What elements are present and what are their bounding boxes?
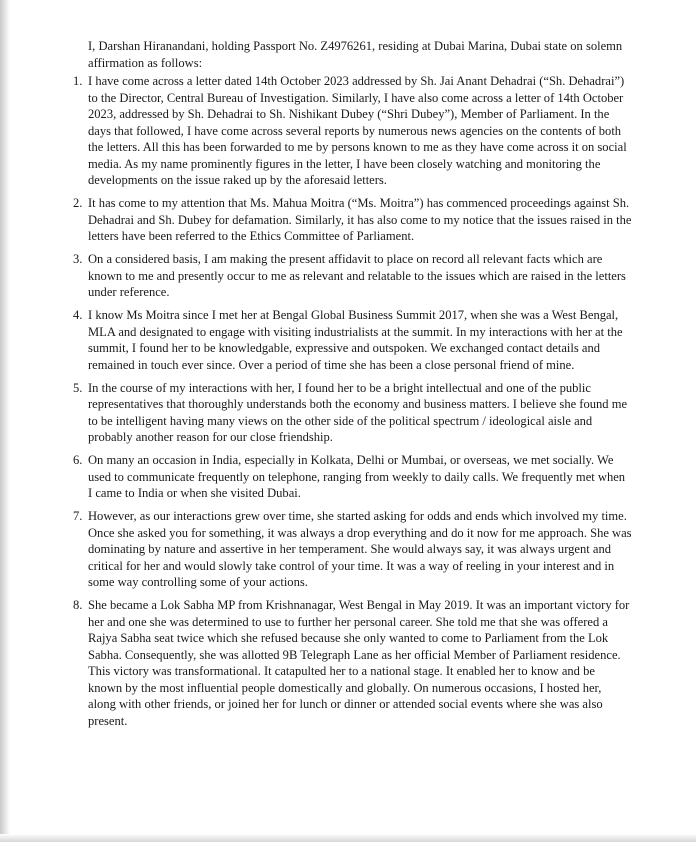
paragraph-4 <box>73 307 632 373</box>
paragraph-5 <box>73 380 632 446</box>
paragraph-text: On a considered basis, I am making the present affidavit to place on record all relevant facts which are known to me and presently occur to me as relevant and relatable to the issues which are raised in the letters under reference. <box>88 252 626 299</box>
intro-statement: I, Darshan Hiranandani, holding Passport No. Z4976261, residing at Dubai Marina, Dubai state on solemn affirmation as follows: <box>88 39 623 70</box>
paragraph-2 <box>73 195 632 245</box>
paragraph-text: I have come across a letter dated 14th October 2023 addressed by Sh. Jai Anant Dehadrai (“Sh. Dehadrai”) to the Director, Central Bureau of Investigation. Similarly, I have also come across a letter of 14th October 2023, addressed by Sh. Dehadrai to Sh. Nishikant Dubey (“Shri Dubey”), Member of Parliament. In the days that followed, I have come across several reports by numerous news agencies on the contents of both the letters. All this has been forwarded to me by persons known to me as they have come across it on social media. As my name prominently figures in the letter, I have been closely watching and monitoring the developments on the issue raked up by the aforesaid letters. <box>88 74 627 187</box>
scan-shadow-left <box>0 0 10 842</box>
paragraph-8 <box>73 597 632 729</box>
paragraph-number: 7. <box>73 509 83 523</box>
paragraph-text: I know Ms Moitra since I met her at Bengal Global Business Summit 2017, when she was a West Bengal, MLA and designated to engage with visiting industrialists at the summit. In my interactions with her at the summit, I found her to be knowledgable, expressive and outspoken. We exchanged contact details and remained in touch ever since. Over a period of time she has been a close personal friend of mine. <box>88 308 623 372</box>
paragraph-text: It has come to my attention that Ms. Mahua Moitra (“Ms. Moitra”) has commenced proceedings against Sh. Dehadrai and Sh. Dubey for defamation. Similarly, it has also come to my notice that the issues raised in the letters have been referred to the Ethics Committee of Parliament. <box>88 196 632 243</box>
affidavit-paragraphs <box>73 73 632 729</box>
paragraph-text: In the course of my interactions with her, I found her to be a bright intellectual and one of the public representatives that thoroughly understands both the economy and business matters. I believe she found me to be intelligent having many views on the other side of the political spectrum / ideological aisle and probably another reason for our close friendship. <box>88 380 628 444</box>
paragraph-text: She became a Lok Sabha MP from Krishnanagar, West Bengal in May 2019. It was an important victory for her and one she was determined to use to further her personal career. She told me that she was offered a Rajya Sabha seat twice which she refused because she only wanted to come to Parliament from the Lok Sabha. Consequently, she was allotted 9B Telegraph Lane as her official Member of Parliament residence. This victory was transformational. It catapulted her to a national stage. It enabled her to know and be known by the most influential people domestically and globally. On numerous occasions, I hosted her, along with other friends, or joined her for lunch or dinner or attended social events where she was also present. <box>88 598 630 728</box>
paragraph-text: However, as our interactions grew over time, she started asking for odds and ends which involved my time. Once she asked you for something, it was always a drop everything and do it now for me approach. She was dominating by nature and assertive in her temperament. She would always say, it was always urgent and critical for her and would slowly take control of your time. It was a way of reeling in your interest and in some way controlling some of your actions. <box>88 509 632 589</box>
paragraph-3 <box>73 251 632 301</box>
paragraph-1 <box>73 73 632 189</box>
paragraph-number: 4. <box>73 308 83 322</box>
paragraph-number: 8. <box>73 598 83 612</box>
paragraph-number: 2. <box>73 196 83 210</box>
paragraph-number: 6. <box>73 453 83 467</box>
paragraph-6 <box>73 452 632 502</box>
paragraph-number: 5. <box>73 380 83 395</box>
scan-shadow-bottom <box>0 834 696 842</box>
paragraph-number: 3. <box>73 252 83 266</box>
paragraph-7 <box>73 508 632 591</box>
paragraph-text: On many an occasion in India, especially in Kolkata, Delhi or Mumbai, or overseas, we met socially. We used to communicate frequently on telephone, ranging from weekly to daily calls. We frequently met when I came to India or when she visited Dubai. <box>88 453 626 500</box>
paragraph-number: 1. <box>73 74 83 88</box>
